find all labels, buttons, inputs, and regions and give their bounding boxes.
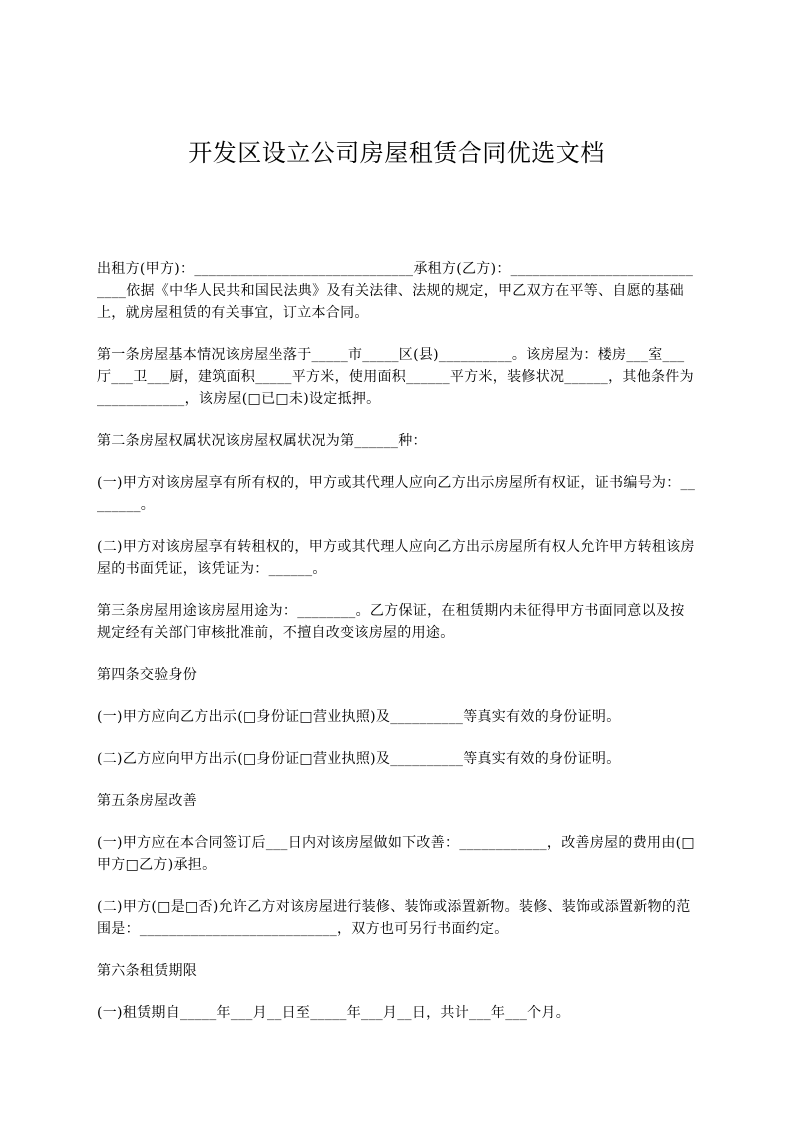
paragraph-article-1: 第一条房屋基本情况该房屋坐落于_____市_____区(县)__________。该房屋为：楼房___室___厅___卫___厨，建筑面积_____平方米，使用面积______平方米，装修状况______，其他条件为____________，该房屋(□已□未)设定抵押。 (97, 347, 694, 407)
paragraph-article-2-item-2: (二)甲方对该房屋享有转租权的，甲方或其代理人应向乙方出示房屋所有权人允许甲方转租该房屋的书面凭证，该凭证为：______。 (97, 539, 695, 577)
paragraph-article-4-item-1: (一)甲方应向乙方出示(□身份证□营业执照)及__________等真实有效的身份证明。 (97, 709, 621, 725)
paragraph-article-3: 第三条房屋用途该房屋用途为：________。乙方保证，在租赁期内未征得甲方书面同意以及按规定经有关部门审核批准前，不擅自改变该房屋的用途。 (97, 603, 685, 641)
paragraph-article-4-heading: 第四条交验身份 (97, 667, 198, 683)
paragraph-article-6-item-1: (一)租赁期自_____年___月__日至_____年___月__日，共计___年___个月。 (97, 1005, 571, 1021)
paragraph-article-5-item-1: (一)甲方应在本合同签订后___日内对该房屋做如下改善：____________，改善房屋的费用由(□甲方□乙方)承担。 (97, 835, 695, 873)
paragraph-article-5-heading: 第五条房屋改善 (97, 793, 198, 809)
paragraph-article-2-item-1: (一)甲方对该房屋享有所有权的，甲方或其代理人应向乙方出示房屋所有权证，证书编号为：________。 (97, 475, 696, 513)
document-title: 开发区设立公司房屋租赁合同优选文档 (188, 139, 605, 167)
document-body (97, 258, 697, 1044)
paragraph-parties: 出租方(甲方)：______________________________承租方(乙方)：_____________________________依据《中华人民共和国民法典》及有关法律、法规的规定，甲乙双方在平等、自愿的基础上，就房屋租赁的有关事宜，订立本合同。 (97, 261, 694, 321)
paragraph-article-6-heading: 第六条租赁期限 (97, 963, 198, 979)
paragraph-article-4-item-2: (二)乙方应向甲方出示(□身份证□营业执照)及__________等真实有效的身份证明。 (97, 751, 621, 767)
paragraph-article-2: 第二条房屋权属状况该房屋权属状况为第______种： (97, 433, 427, 449)
paragraph-article-5-item-2: (二)甲方(□是□否)允许乙方对该房屋进行装修、装饰或添置新物。装修、装饰或添置新物的范围是：___________________________，双方也可另行书面约定。 (97, 899, 691, 937)
